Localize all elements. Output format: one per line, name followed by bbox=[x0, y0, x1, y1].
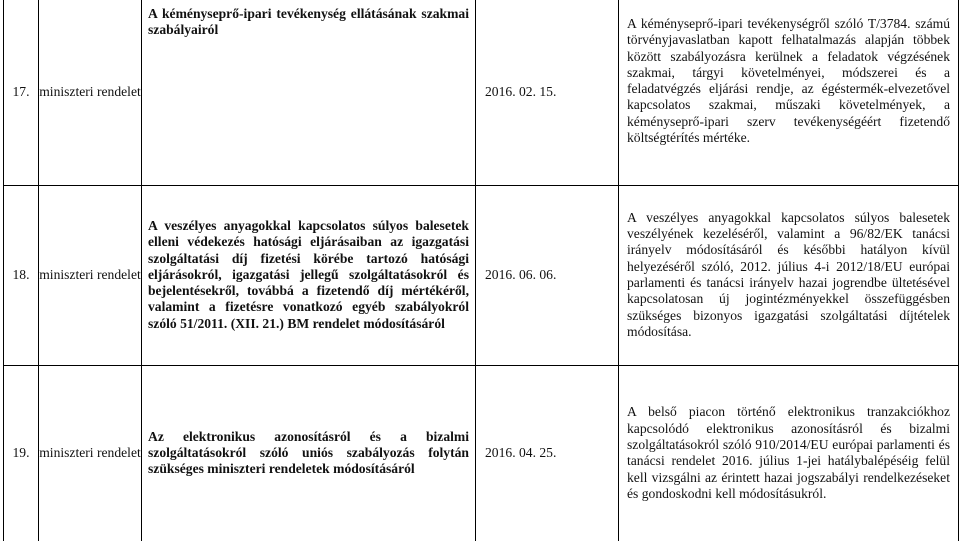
regulation-type-text: miniszteri rendelet bbox=[39, 84, 141, 100]
regulation-description bbox=[619, 185, 959, 365]
regulation-date: 2016. 06. 06. bbox=[476, 185, 619, 365]
regulation-description-text: A veszélyes anyagokkal kapcsolatos súlyos balesetek veszélyének kezeléséről, valamint a 96/82/EK tanácsi irányelv módosításáról és későbbi hatályon kívül helyezéséről szóló, 2012. július 4-i 2012/18/EU európai parlamenti és tanácsi irányelv hazai jogrendbe ültetésével kapcsolatosan új jogintézményekkel összefüggésben szükséges bizonyos igazgatási szolgáltatási díjtételek módosítása. bbox=[627, 209, 950, 339]
row-number: 19. bbox=[4, 365, 39, 541]
row-number: 18. bbox=[4, 185, 39, 365]
row-number: 17. bbox=[4, 0, 39, 185]
regulation-title-text: A veszélyes anyagokkal kapcsolatos súlyos balesetek elleni védekezés hatósági eljárásaiban az igazgatási szolgáltatási díj fizetési körébe tartozó hatósági eljárásokról, igazgatási jellegű szolgáltatásokról és bejelentésekről, továbbá a fizetendő díj mértékéről, valamint a fizetésre vonatkozó egyéb szabályokról szóló 51/2011. (XII. 21.) BM rendelet módosításáról bbox=[148, 217, 469, 331]
regulation-title-text: A kéményseprő-ipari tevékenység ellátásának szakmai szabályairól bbox=[148, 6, 469, 38]
table-row bbox=[4, 0, 959, 185]
regulation-title-text: Az elektronikus azonosításról és a bizalmi szolgáltatásokról szóló uniós szabályozás folytán szükséges miniszteri rendeletek módosításáról bbox=[148, 428, 469, 477]
table-row bbox=[4, 185, 959, 365]
regulation-type bbox=[39, 185, 142, 365]
regulation-type bbox=[39, 365, 142, 541]
regulation-title bbox=[142, 0, 476, 185]
regulation-description bbox=[619, 365, 959, 541]
table-row bbox=[4, 365, 959, 541]
regulation-description-text: A kéményseprő-ipari tevékenységről szóló T/3784. számú törvényjavaslatban kapott felhatalmazás alapján többek között szabályozásra kerülnek a feladatok végzésének szakmai, tárgyi követelményei, módszerei és a feladatvégzés eljárási rendje, az égéstermék-elvezetővel kapcsolatos szakmai, műszaki követelmények, a kéményseprő-ipari szerv tevékenységéért fizetendő költségtérítés mértéke. bbox=[627, 16, 950, 146]
regulation-date: 2016. 02. 15. bbox=[476, 0, 619, 185]
regulation-description bbox=[619, 0, 959, 185]
regulation-type-text: miniszteri rendelet bbox=[39, 266, 141, 282]
regulation-title bbox=[142, 185, 476, 365]
regulation-date: 2016. 04. 25. bbox=[476, 365, 619, 541]
regulation-title bbox=[142, 365, 476, 541]
regulation-type-text: miniszteri rendelet bbox=[39, 445, 141, 461]
regulation-description-text: A belső piacon történő elektronikus tranzakciókhoz kapcsolódó elektronikus azonosításról és bizalmi szolgáltatásokról szóló 910/2014/EU európai parlamenti és tanácsi rendelet 2016. július 1-jei hatálybalépéséig felül kell vizsgálni az érintett hazai jogszabályi rendelkezéseket és gondoskodni kell módosításukról. bbox=[627, 404, 950, 501]
regulation-type bbox=[39, 0, 142, 185]
regulations-table bbox=[3, 0, 959, 541]
